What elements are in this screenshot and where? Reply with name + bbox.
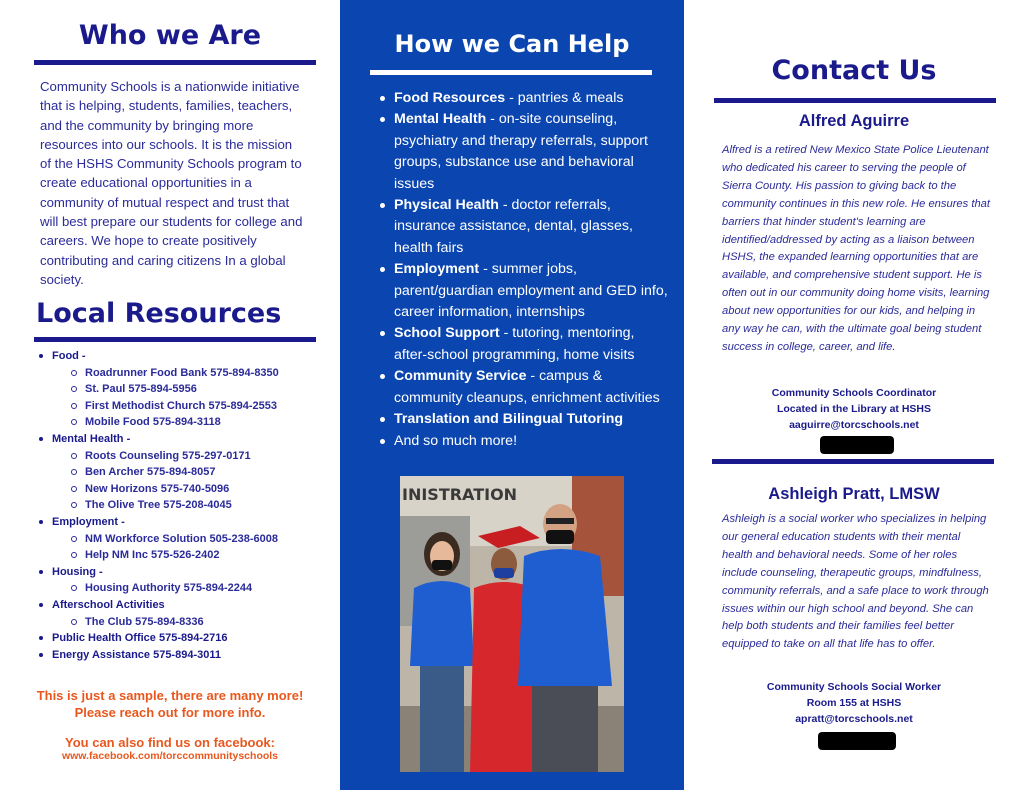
photo-sign-text: INISTRATION [402, 485, 518, 504]
help-item: Physical Health - doctor referrals, insurance assistance, dental, glasses, health fairs [380, 195, 670, 259]
resource-category-afterschool: Afterschool Activities The Club 575-894-8336 [38, 597, 333, 630]
who-we-are-heading: Who we Are [78, 20, 262, 51]
how-we-help-heading: How we Can Help [394, 30, 630, 58]
person-left-shirt [410, 581, 474, 666]
contact-location-ashleigh: Room 155 at HSHS [806, 697, 902, 709]
resource-category-mental-health: Mental Health - Roots Counseling 575-297-0171 Ben Archer 575-894-8057 New Horizons 575-740-5096 The Olive Tree 575-208-4045 [38, 431, 333, 514]
help-item: Food Resources - pantries & meals [380, 88, 670, 109]
left-panel [0, 0, 340, 790]
redacted-phone-alfred [820, 436, 894, 454]
resource-category-housing: Housing - Housing Authority 575-894-2244 [38, 564, 333, 597]
right-panel [684, 0, 1024, 790]
resource-item: Housing Authority 575-894-2244 [70, 580, 333, 597]
person-left-jeans [420, 666, 464, 772]
staff-photo-illustration [400, 476, 624, 772]
help-list [380, 88, 670, 452]
resource-item: Help NM Inc 575-526-2402 [70, 547, 333, 564]
who-we-are-text: Community Schools is a nationwide initiative that is helping, students, families, teachers, and the community by bringing more resources into our schools. It is the mission of the HSHS Community Schools program to create educational opportunities in a community of mutual respect and trust that will best prepare our students for college and careers. We hope to create positively contributing and caring citizens In a global society. [40, 79, 303, 287]
middle-panel [340, 0, 684, 790]
contact-email-alfred[interactable]: aaguirre@torcschools.net [789, 419, 919, 431]
help-item: And so much more! [380, 431, 670, 452]
resource-item: New Horizons 575-740-5096 [70, 481, 333, 498]
contact-email-ashleigh[interactable]: apratt@torcschools.net [795, 713, 913, 725]
contact-name-ashleigh: Ashleigh Pratt, LMSW [768, 485, 940, 503]
contact-role-alfred: Community Schools Coordinator [771, 387, 937, 399]
contact-bio-ashleigh: Ashleigh is a social worker who specializes in helping our general education students with their mental health and behavioral needs. Some of her roles include counseling, therapeutic groups, mindfulness, community referrals, and a safe place to work through issues within our high school and beyond. She can help both students and their families feel better equipped to take on all that life has to offer. [722, 513, 989, 651]
local-divider [34, 337, 316, 342]
resource-item: St. Paul 575-894-5956 [70, 381, 333, 398]
resource-item: First Methodist Church 575-894-2553 [70, 398, 333, 415]
resource-item: Roadrunner Food Bank 575-894-8350 [70, 365, 333, 382]
resource-category-public-health: Public Health Office 575-894-2716 [38, 630, 333, 647]
help-item: Employment - summer jobs, parent/guardian employment and GED info, career information, internships [380, 259, 670, 323]
resource-item: NM Workforce Solution 505-238-6008 [70, 531, 333, 548]
help-item: Translation and Bilingual Tutoring [380, 409, 670, 430]
resource-item: Roots Counseling 575-297-0171 [70, 448, 333, 465]
resource-category-energy: Energy Assistance 575-894-3011 [38, 647, 333, 664]
help-divider [370, 70, 652, 75]
contact-divider [714, 98, 996, 103]
contact-role-ashleigh: Community Schools Social Worker [766, 681, 942, 693]
person-right-shirt [518, 549, 612, 686]
contact-divider-2 [712, 459, 994, 464]
person-right-pants [532, 686, 598, 772]
resource-item: The Olive Tree 575-208-4045 [70, 497, 333, 514]
contact-name-alfred: Alfred Aguirre [798, 112, 910, 130]
redacted-phone-ashleigh [818, 732, 896, 750]
local-resources-heading: Local Resources [36, 298, 282, 329]
resource-category-food: Food - Roadrunner Food Bank 575-894-8350 St. Paul 575-894-5956 First Methodist Church 575-894-2553 Mobile Food 575-894-3118 [38, 348, 333, 431]
facebook-note: You can also find us on facebook: [65, 735, 275, 750]
person-right-mask [546, 530, 574, 544]
resource-list [38, 348, 333, 663]
who-divider [34, 60, 316, 65]
resource-category-employment: Employment - NM Workforce Solution 505-238-6008 Help NM Inc 575-526-2402 [38, 514, 333, 564]
resource-item: Mobile Food 575-894-3118 [70, 414, 333, 431]
grad-mask [494, 568, 514, 578]
help-item: Mental Health - on-site counseling, psychiatry and therapy referrals, support groups, substance use and behavioral issues [380, 109, 670, 195]
sample-note: This is just a sample, there are many more! Please reach out for more info. [36, 688, 304, 720]
facebook-link[interactable]: www.facebook.com/torccommunityschools [61, 750, 279, 762]
resource-item: The Club 575-894-8336 [70, 614, 333, 631]
resource-item: Ben Archer 575-894-8057 [70, 464, 333, 481]
contact-us-heading: Contact Us [771, 55, 937, 86]
help-item: School Support - tutoring, mentoring, after-school programming, home visits [380, 323, 670, 366]
help-item: Community Service - campus & community cleanups, enrichment activities [380, 366, 670, 409]
person-right-glasses [546, 518, 574, 524]
staff-photo [400, 476, 624, 772]
contact-location-alfred: Located in the Library at HSHS [776, 403, 932, 415]
contact-bio-alfred: Alfred is a retired New Mexico State Police Lieutenant who dedicated his career to serving the people of Sierra County. His passion to giving back to the community continues in this new role. He ensures that barriers that hinder student's learning are identified/addressed by acting as a liaison between HSHS, the expanded learning opportunities that are available, and comprehensive student support. He is often out in our community doing home visits, learning about new opportunities for our kids, and helping in any way he can, with the ultimate goal being student success in college, career, and life. [722, 144, 991, 353]
person-left-mask [432, 560, 452, 570]
